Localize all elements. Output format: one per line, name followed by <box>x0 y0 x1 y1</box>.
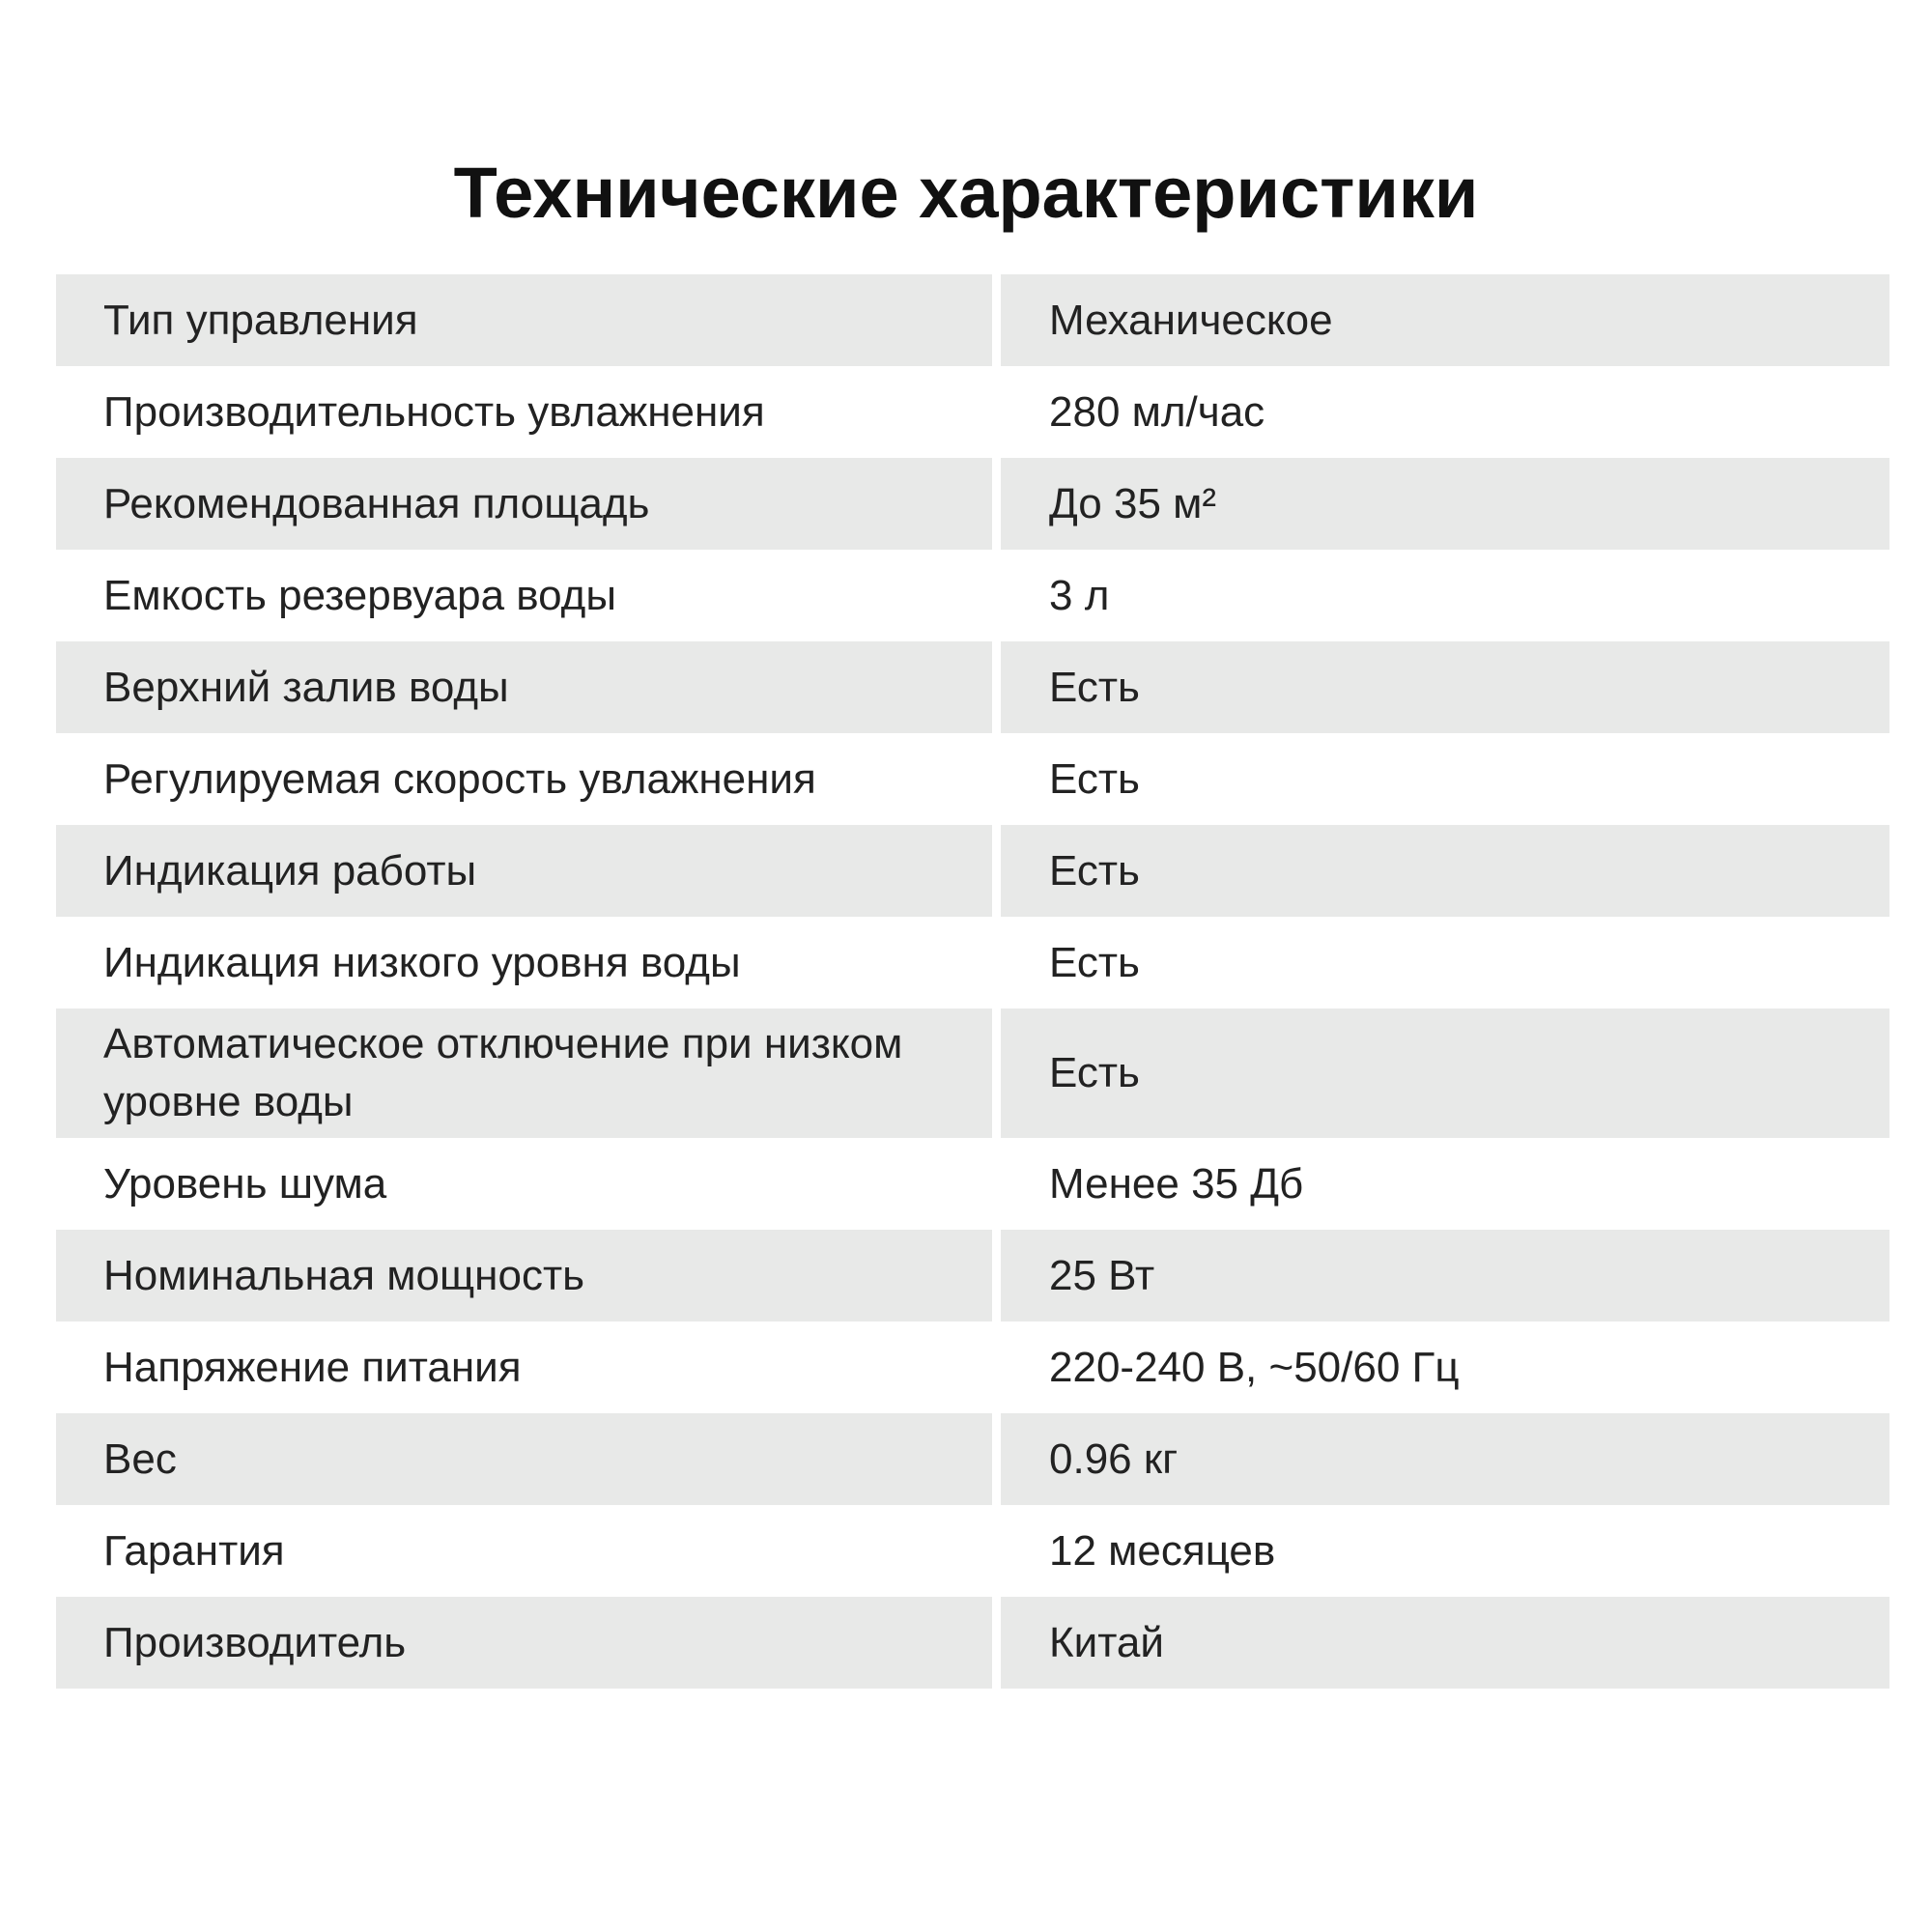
column-divider <box>992 1138 1001 1230</box>
spec-value: 12 месяцев <box>1049 1526 1276 1575</box>
spec-value: 220-240 В, ~50/60 Гц <box>1049 1343 1460 1391</box>
column-divider <box>992 550 1001 641</box>
spec-label: Вес <box>56 1413 992 1505</box>
spec-row <box>56 825 1889 917</box>
spec-value: 25 Вт <box>1001 1230 1889 1321</box>
spec-label: Верхний залив воды <box>56 641 992 733</box>
page-title: Технические характеристики <box>453 153 1479 233</box>
spec-row <box>56 458 1889 550</box>
spec-row <box>56 917 1889 1009</box>
column-divider <box>992 1009 1001 1138</box>
column-divider <box>992 1597 1001 1689</box>
spec-value: До 35 м² <box>1001 458 1889 550</box>
spec-row <box>56 733 1889 825</box>
spec-label: Напряжение питания <box>103 1343 522 1391</box>
spec-label: Гарантия <box>103 1526 285 1575</box>
spec-value: Есть <box>1001 641 1889 733</box>
spec-value: 280 мл/час <box>1049 387 1265 436</box>
column-divider <box>992 1505 1001 1597</box>
column-divider <box>992 825 1001 917</box>
spec-label: Тип управления <box>56 274 992 366</box>
column-divider <box>992 1413 1001 1505</box>
spec-value: Есть <box>1049 754 1140 803</box>
spec-value: Есть <box>1001 1009 1889 1138</box>
spec-label: Автоматическое отключение при низком уровне воды <box>56 1009 992 1138</box>
column-divider <box>992 1321 1001 1413</box>
column-divider <box>992 458 1001 550</box>
spec-row <box>56 1138 1889 1230</box>
spec-row <box>56 1230 1889 1321</box>
spec-row <box>56 366 1889 458</box>
spec-value: Есть <box>1049 938 1140 986</box>
spec-label: Уровень шума <box>103 1159 387 1208</box>
column-divider <box>992 274 1001 366</box>
column-divider <box>992 733 1001 825</box>
column-divider <box>992 1230 1001 1321</box>
spec-value: Менее 35 Дб <box>1049 1159 1304 1208</box>
spec-value: 3 л <box>1049 571 1110 619</box>
spec-label: Производитель <box>56 1597 992 1689</box>
column-divider <box>992 366 1001 458</box>
spec-row <box>56 1597 1889 1689</box>
spec-row <box>56 1009 1889 1138</box>
spec-table <box>56 274 1889 1689</box>
spec-label: Производительность увлажнения <box>103 387 765 436</box>
spec-label: Емкость резервуара воды <box>103 571 616 619</box>
spec-value: Механическое <box>1001 274 1889 366</box>
column-divider <box>992 641 1001 733</box>
spec-row <box>56 274 1889 366</box>
spec-row <box>56 550 1889 641</box>
spec-value: Китай <box>1001 1597 1889 1689</box>
spec-label: Индикация работы <box>56 825 992 917</box>
spec-row <box>56 1505 1889 1597</box>
spec-value: 0.96 кг <box>1001 1413 1889 1505</box>
spec-row <box>56 1321 1889 1413</box>
column-divider <box>992 917 1001 1009</box>
spec-label: Регулируемая скорость увлажнения <box>103 754 816 803</box>
spec-row <box>56 641 1889 733</box>
spec-label: Рекомендованная площадь <box>56 458 992 550</box>
spec-label: Номинальная мощность <box>56 1230 992 1321</box>
spec-label: Индикация низкого уровня воды <box>103 938 741 986</box>
spec-value: Есть <box>1001 825 1889 917</box>
spec-row <box>56 1413 1889 1505</box>
